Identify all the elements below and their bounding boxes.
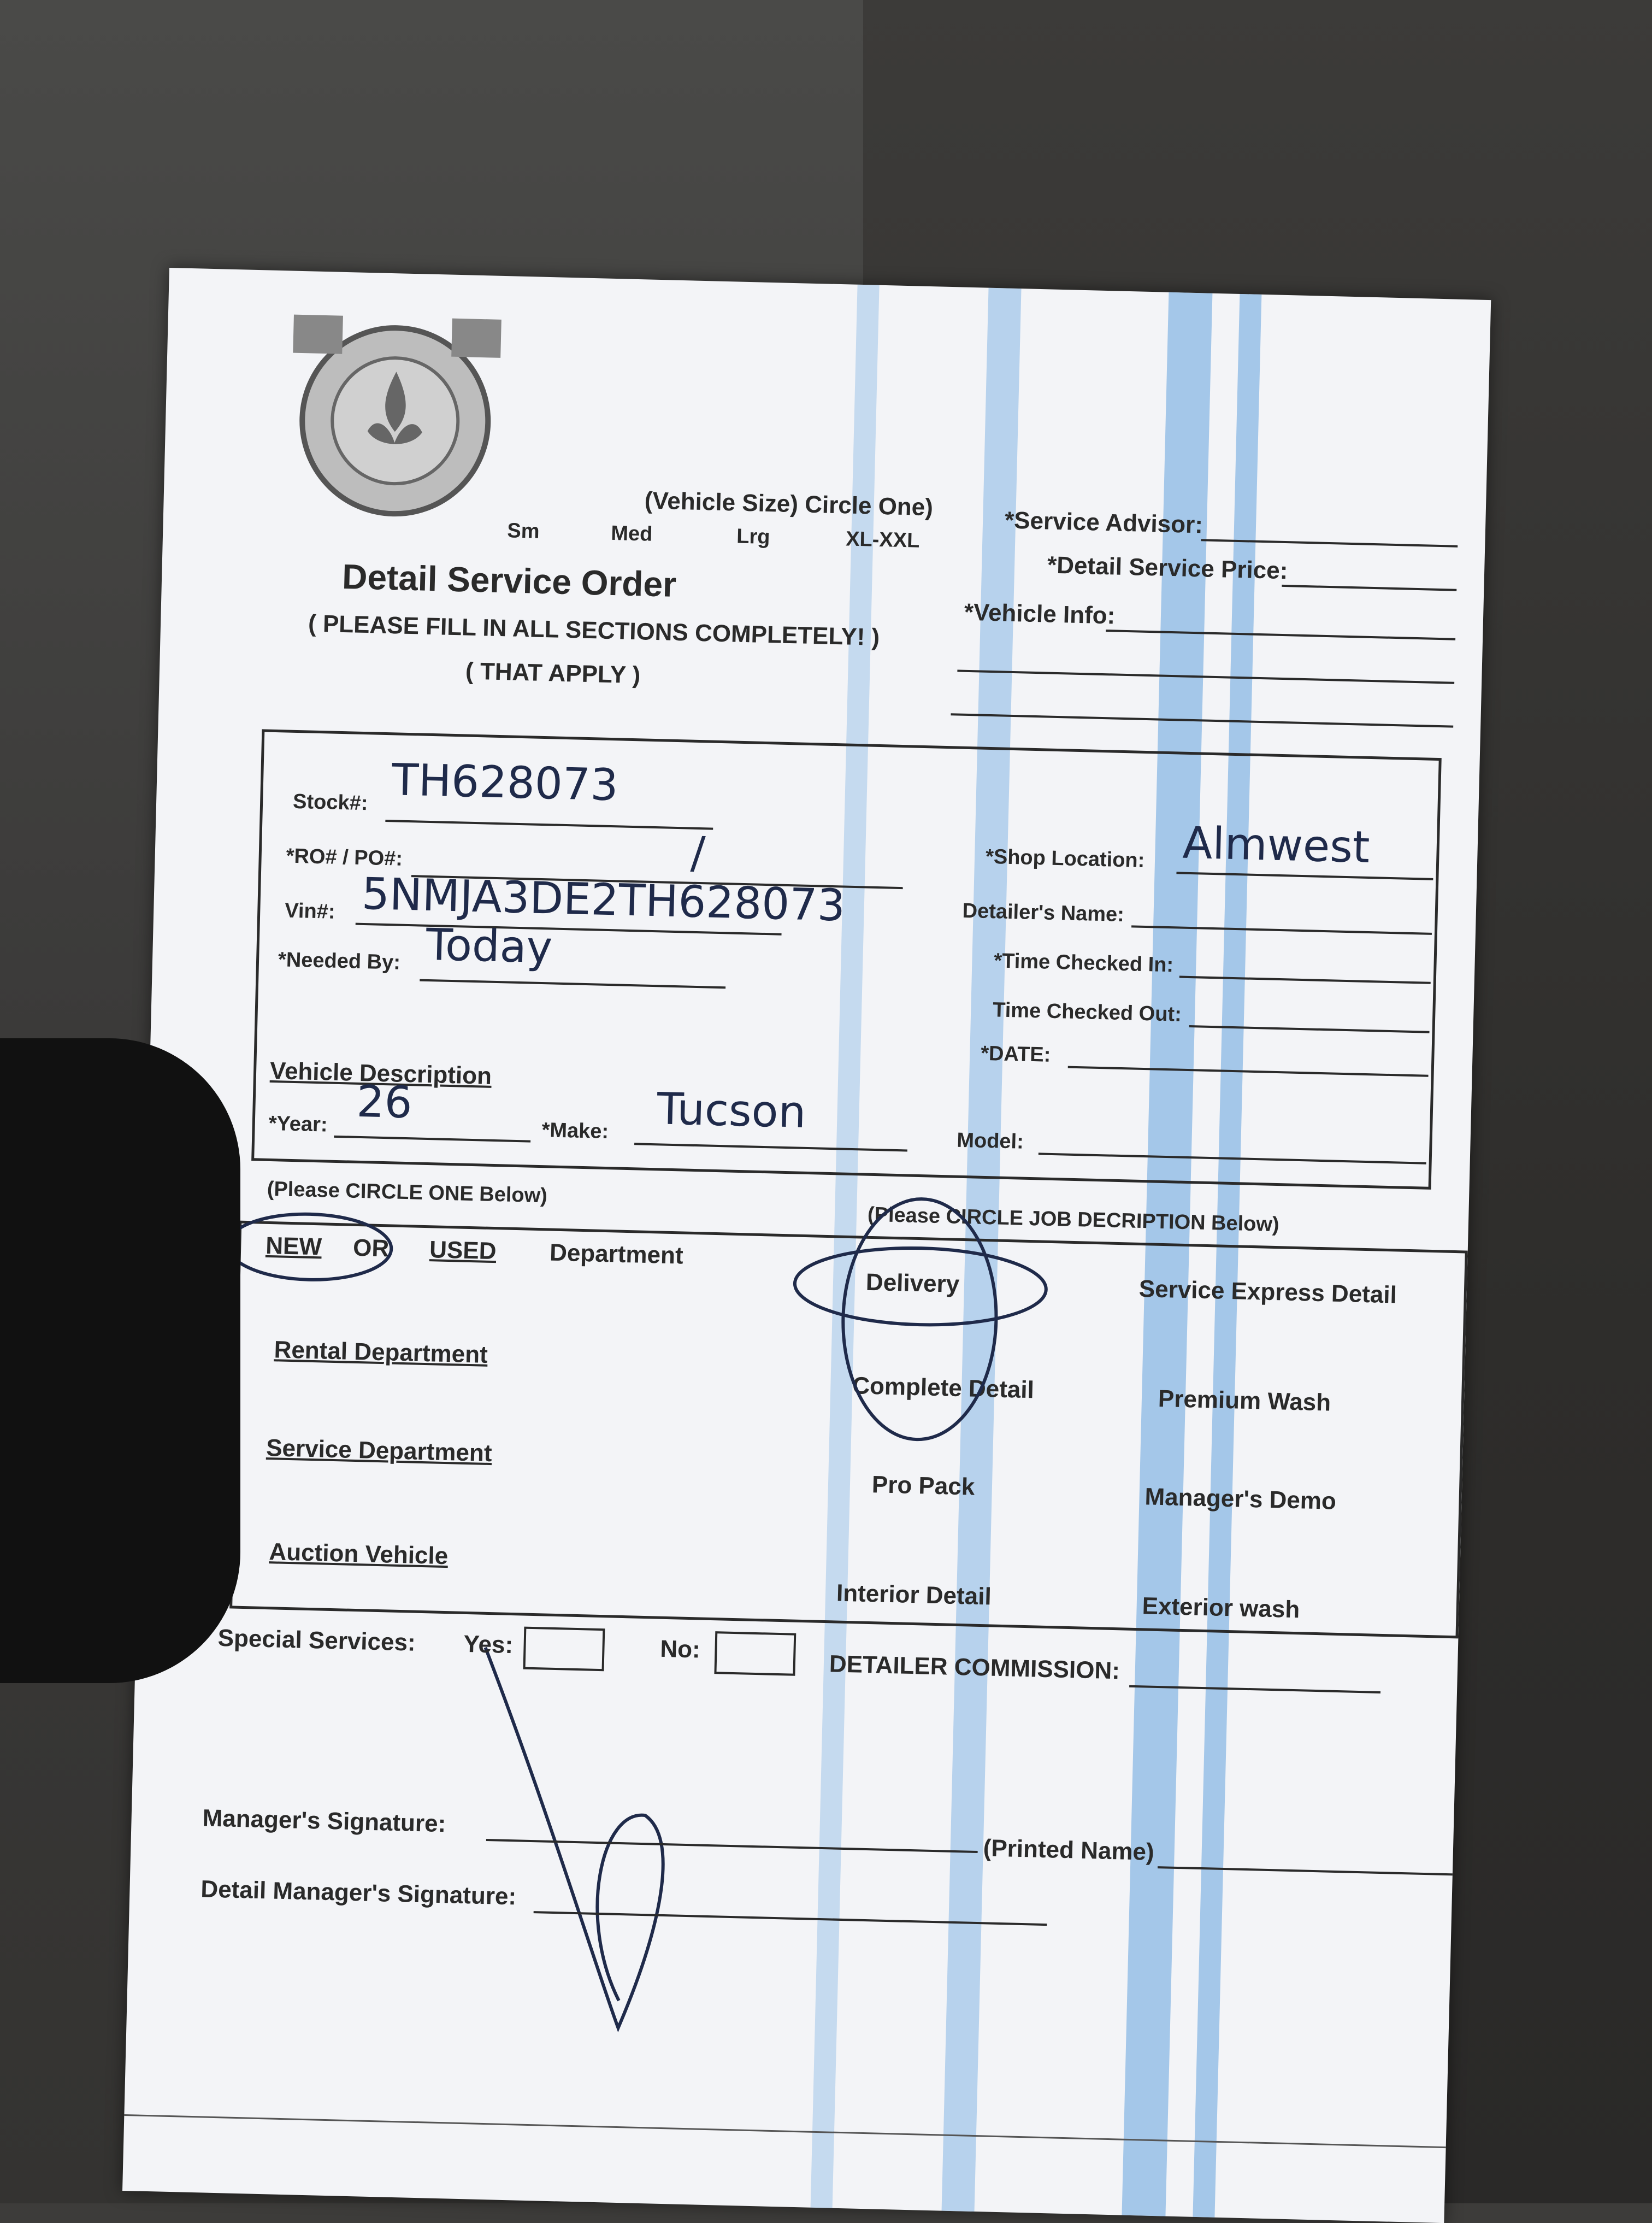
detail-manager-signature-label: Detail Manager's Signature:: [200, 1875, 517, 1910]
job-service-express[interactable]: Service Express Detail: [1138, 1275, 1397, 1309]
job-premium[interactable]: Premium Wash: [1158, 1385, 1331, 1416]
dept-used[interactable]: USED: [429, 1236, 497, 1265]
needed-by-label: *Needed By:: [278, 948, 401, 974]
vehicle-size-option: Lrg: [736, 525, 771, 549]
special-services-label: Special Services:: [217, 1624, 416, 1656]
vehicle-info-field[interactable]: [1106, 630, 1455, 640]
stock-label: Stock#:: [292, 790, 368, 815]
form-instructions: ( PLEASE FILL IN ALL SECTIONS COMPLETELY! ): [308, 610, 880, 651]
job-complete[interactable]: Complete Detail: [852, 1372, 1035, 1404]
detailer-commission-label: DETAILER COMMISSION:: [829, 1650, 1120, 1685]
job-exterior[interactable]: Exterior wash: [1142, 1592, 1300, 1624]
job-managers-demo[interactable]: Manager's Demo: [1144, 1483, 1337, 1515]
detail-price-field[interactable]: [1282, 585, 1456, 591]
vehicle-size-label: (Vehicle Size) Circle One): [644, 487, 934, 521]
ro-label: *RO# / PO#:: [286, 844, 403, 871]
time-out-label: Time Checked Out:: [992, 998, 1182, 1026]
service-advisor-label: *Service Advisor:: [1004, 507, 1203, 539]
dept-or: OR: [352, 1234, 390, 1262]
detailer-name-label: Detailer's Name:: [962, 899, 1125, 927]
shop-location-label: *Shop Location:: [985, 845, 1145, 872]
company-seal-logo: [273, 303, 518, 528]
year-label: *Year:: [268, 1112, 328, 1137]
special-yes-checkbox[interactable]: [523, 1627, 605, 1672]
dept-label: Department: [549, 1239, 684, 1269]
date-label: *DATE:: [980, 1042, 1051, 1067]
form-instructions-2: ( THAT APPLY ): [465, 657, 641, 689]
vin-label: Vin#:: [284, 899, 336, 924]
special-yes-label: Yes:: [463, 1630, 514, 1659]
vehicle-size-option: Med: [610, 521, 653, 546]
ro-value: /: [690, 827, 706, 879]
vehicle-description-heading: Vehicle Description: [269, 1057, 492, 1090]
shop-location-value: Almwest: [1182, 817, 1371, 873]
vehicle-size-option: Sm: [506, 519, 540, 543]
special-no-label: No:: [659, 1635, 701, 1663]
page-bottom-rule: [124, 2114, 1446, 2148]
printed-name-label: (Printed Name): [983, 1834, 1155, 1866]
job-delivery[interactable]: Delivery: [865, 1268, 960, 1298]
dept-new[interactable]: NEW: [265, 1232, 322, 1261]
vin-value: 5NMJA3DE2TH628073: [361, 868, 846, 931]
dept-auction[interactable]: Auction Vehicle: [269, 1538, 449, 1570]
signature-scribble: [476, 1648, 669, 2029]
dept-rental[interactable]: Rental Department: [274, 1336, 488, 1368]
make-value: Tucson: [656, 1083, 807, 1138]
model-label: Model:: [956, 1128, 1024, 1154]
detail-price-label: *Detail Service Price:: [1047, 551, 1288, 585]
detail-service-order-sheet: [122, 268, 1491, 2223]
special-no-checkbox[interactable]: [714, 1631, 796, 1676]
gloved-hand: [0, 1038, 240, 1683]
job-instruction: (Please CIRCLE JOB DECRIPTION Below): [867, 1203, 1280, 1237]
year-value: 26: [356, 1075, 413, 1128]
manager-signature-field[interactable]: [486, 1839, 978, 1853]
job-pro-pack[interactable]: Pro Pack: [871, 1471, 975, 1501]
form-title: Detail Service Order: [341, 556, 677, 604]
job-interior[interactable]: Interior Detail: [836, 1579, 992, 1610]
department-instruction: (Please CIRCLE ONE Below): [267, 1177, 548, 1208]
time-in-label: *Time Checked In:: [993, 949, 1174, 977]
manager-signature-label: Manager's Signature:: [202, 1804, 446, 1838]
dept-service[interactable]: Service Department: [266, 1434, 493, 1467]
needed-by-value: Today: [425, 919, 553, 973]
vehicle-info-label: *Vehicle Info:: [964, 598, 1116, 630]
stock-value: TH628073: [391, 754, 619, 811]
make-label: *Make:: [541, 1119, 609, 1144]
vehicle-info-field-2[interactable]: [957, 669, 1454, 684]
vehicle-size-option: XL-XXL: [845, 527, 920, 552]
